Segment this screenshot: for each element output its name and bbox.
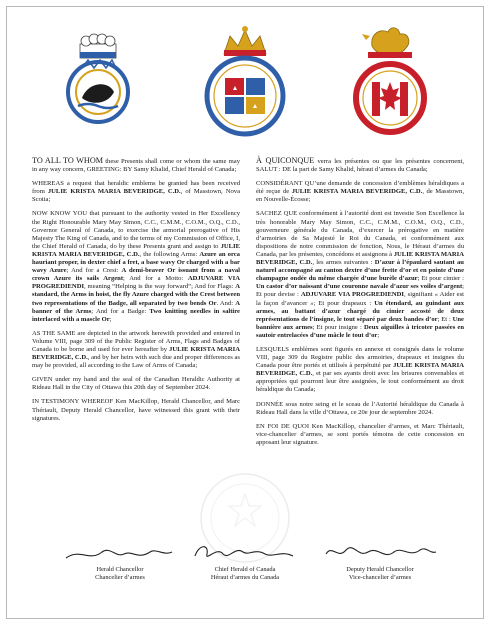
french-column	[256, 156, 464, 453]
fr-given: DONNÉE sous notre seing et le sceau de l’Autorité héraldique du Canada à Rideau Hall dans la ville d’Ottawa, ce 20e jour de septembre 2024.	[256, 400, 464, 416]
english-column	[32, 156, 240, 429]
fr-grant: SACHEZ QUE conformément à l’autorité dont est investie Son Excellence la très honorable Mary May Simon, C.C., C.M.M., C.O.M., O.Q., C.D., gouverneure générale du Canada, d’exercer la prérogative en matière d’armoiries de Sa Majesté le Roi du Canada, et conformément aux dispositions de notre commission de fonction, Nous, le Héraut d’armes du Canada, par les présentes, concédons et assignons à JULIE KRISTA MARIA BEVERIDGE, C.D., les armes suivantes : D’azur à l’épaulard sautant au naturel accompagné au canton dextre d’une frette d’or et en pointe d’une champagne ondée du même chargée d’une burèle d’azur; Et pour cimier : Un castor d’or naissant d’une couronne navale d’azur ses voiles d’argent; Et pour devise : ADJUVARE VIA PROGREDIENDI, signifiant « Aider est la façon d’avancer »; Et pour drapeaux : Un étendard, au guindant aux armes, au battant d’azur chargé du cimier accosté de deux représentations de l’insigne, le tout séparé par deux bandes d’or; Et : Une bannière aux armes; Et pour insigne : Deux aiguilles à tricoter passées en sautoir entrelacées d’une mâcle le tout d’or;	[256, 210, 465, 339]
signature-herald-chancellor: Herald Chancellor Chancelier d’armes	[50, 540, 190, 582]
lion-maple-arms-icon	[344, 20, 436, 142]
signature-chief-herald: Chief Herald of Canada Héraut d’armes du Canada	[175, 540, 315, 582]
handwritten-signature-icon	[185, 540, 305, 564]
en-greeting: TO ALL TO WHOM these Presents shall come or whom the same may in any way concern, GREETING: BY Samy Khalid, Chief Herald of Canada;	[32, 156, 241, 174]
en-given: GIVEN under my hand and the seal of the Canadian Heraldic Authority at Rideau Hall in the City of Ottawa this 20th day of September 2024.	[32, 376, 240, 392]
crowned-flag-badge-icon	[190, 20, 300, 142]
en-grant: NOW KNOW YOU that pursuant to the authority vested in Her Excellency the Right Honourable Mary May Simon, C.C., C.M.M., C.O.M., O.Q., C.D., Governor General of Canada, to exercise the armorial prerogative of His Majesty The King of Canada, and to the terms of my Commission of Office, I, the Chief Herald of Canada, do by these Presents grant and assign to JULIE KRISTA MARIA BEVERIDGE, C.D., the following Arms: Azure an orca hauriant proper, in dexter chief a fret, a base wavy Or charged with a bar wavy Azure; And for a Crest: A demi-beaver Or issuant from a naval crown Azure its sails Argent; And for a Motto: ADJUVARE VIA PROGREDIENDI, meaning “Helping is the way forward”; And for Flags: A standard, the Arms in hoist, the fly Azure charged with the Crest between two representations of the Badge, all separated by two bends Or. And: A banner of the Arms; And for a Badge: Two knitting needles in saltire interlaced with a mascle Or;	[32, 210, 240, 323]
fr-request: CONSIDÉRANT QU’une demande de concession d’emblèmes héraldiques a été reçue de JULIE KRISTA MARIA BEVERIDGE, C.D., de Masstown, en Nouvelle-Écosse;	[256, 180, 464, 204]
fr-register: LESQUELS emblèmes sont figurés en annexe et consignés dans le volume VIII, page 309 du Registre public des armoiries, drapeaux et insignes du Canada pour être portés et utilisés à perpétuité par JULIE KRISTA MARIA BEVERIDGE, C.D., et par ses ayants droit avec les brisures convenables et appropriées qui pourront leur être assignées, le tout conformément au droit héraldique du Canada;	[256, 345, 464, 394]
signature-deputy-herald-chancellor: Deputy Herald Chancellor Vice-chancelier d’armes	[310, 540, 450, 582]
en-testimony: IN TESTIMONY WHEREOF Ken MacKillop, Herald Chancellor, and Marc Thériault, Deputy Herald Chancellor, have witnessed this grant with their signatures.	[32, 398, 240, 422]
en-request: WHEREAS a request that heraldic emblems be granted has been received from JULIE KRISTA MARIA BEVERIDGE, C.D., of Masstown, Nova Scotia;	[32, 180, 240, 204]
handwritten-signature-icon	[320, 540, 440, 564]
handwritten-signature-icon	[60, 540, 180, 564]
aboriginal-badge-icon	[52, 20, 144, 142]
fr-greeting: À QUICONQUE verra les présentes ou que les présentes concernent, SALUT : DE la part de Samy Khalid, héraut d’armes du Canada;	[256, 156, 465, 174]
fr-testimony: EN FOI DE QUOI Ken MacKillop, chancelier d’armes, et Marc Thériault, vice-chancelier d’armes, se sont portés témoins de cette concession en apposant leur signature.	[256, 422, 464, 446]
en-register: AS THE SAME are depicted in the artwork herewith provided and entered in Volume VIII, page 309 of the Public Register of Arms, Flags and Badges of Canada to be borne and used for ever hereafter by JULIE KRISTA MARIA BEVERIDGE, C.D., and by her heirs with such due and proper differences as may be provided, all according to the Law of Arms of Canada;	[32, 329, 240, 370]
